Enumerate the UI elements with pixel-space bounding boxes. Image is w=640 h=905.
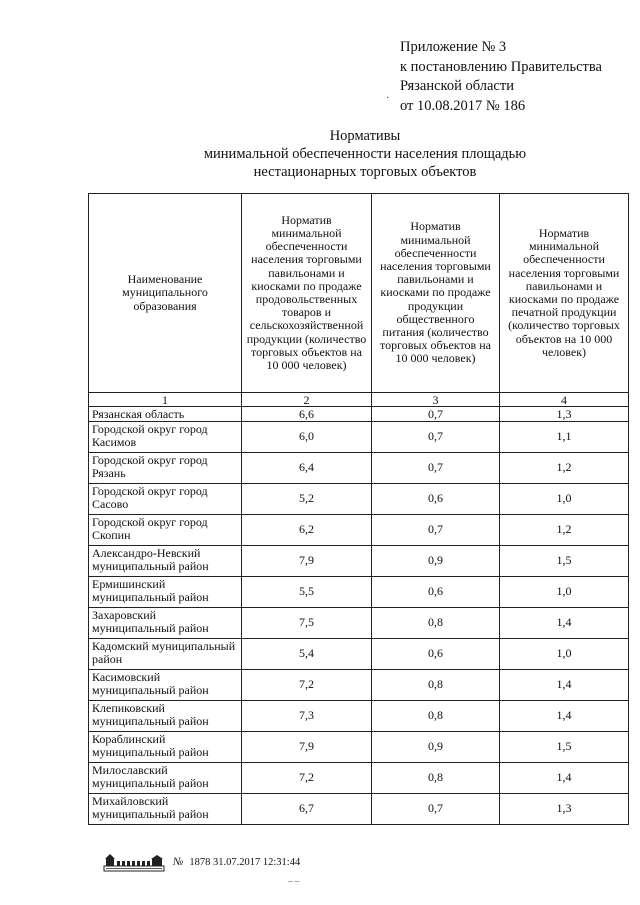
header-print-norm: Норматив минимальной обеспеченности населения торговыми павильонами и киосками по продаже печатной продукции (количество торговых объектов на 10 000 человек) [500, 194, 629, 393]
print-norm-value: 1,4 [500, 763, 629, 794]
document-footer [103, 852, 300, 872]
registry-logo-icon [103, 852, 165, 872]
column-number: 4 [500, 393, 629, 407]
food-norm-value: 6,2 [242, 515, 372, 546]
municipality-name: Ермишинский муниципальный район [89, 577, 242, 608]
food-norm-value: 7,5 [242, 608, 372, 639]
food-norm-value: 6,6 [242, 407, 372, 422]
municipality-name: Рязанская область [89, 407, 242, 422]
print-norm-value: 1,3 [500, 794, 629, 825]
table-row [89, 407, 629, 422]
catering-norm-value: 0,8 [372, 701, 500, 732]
table-row [89, 794, 629, 825]
appendix-decree-ref: к постановлению Правительства [400, 58, 602, 75]
food-norm-value: 6,4 [242, 453, 372, 484]
print-norm-value: 1,2 [500, 515, 629, 546]
table-row [89, 546, 629, 577]
print-norm-value: 1,1 [500, 422, 629, 453]
print-norm-value: 1,2 [500, 453, 629, 484]
municipality-name: Кораблинский муниципальный район [89, 732, 242, 763]
appendix-title: Приложение № 3 [400, 39, 507, 55]
municipality-name: Захаровский муниципальный район [89, 608, 242, 639]
heading-title: Нормативы [329, 128, 401, 144]
header-row [89, 194, 629, 393]
heading-subtitle-2: нестационарных торговых объектов [253, 164, 477, 180]
table-row [89, 422, 629, 453]
table-row [89, 453, 629, 484]
print-norm-value: 1,0 [500, 484, 629, 515]
print-norm-value: 1,0 [500, 577, 629, 608]
column-number: 3 [372, 393, 500, 407]
municipality-name: Городской округ город Скопин [89, 515, 242, 546]
municipality-name: Городской округ город Сасово [89, 484, 242, 515]
catering-norm-value: 0,9 [372, 546, 500, 577]
food-norm-value: 5,2 [242, 484, 372, 515]
table-row [89, 577, 629, 608]
table-row [89, 484, 629, 515]
catering-norm-value: 0,8 [372, 670, 500, 701]
municipality-name: Касимовский муниципальный район [89, 670, 242, 701]
municipality-name: Александро-Невский муниципальный район [89, 546, 242, 577]
catering-norm-value: 0,7 [372, 407, 500, 422]
table-row [89, 763, 629, 794]
print-norm-value: 1,4 [500, 670, 629, 701]
header-catering-norm: Норматив минимальной обеспеченности населения торговыми павильонами и киосками по продаже продукции общественного питания (количество торговых объектов на 10 000 человек) [372, 194, 500, 393]
print-norm-value: 1,0 [500, 639, 629, 670]
appendix-region: Рязанской области [400, 78, 514, 94]
print-norm-value: 1,4 [500, 608, 629, 639]
municipality-name: Клепиковский муниципальный район [89, 701, 242, 732]
heading-subtitle-1: минимальной обеспеченности населения площадью [203, 146, 527, 162]
food-norm-value: 7,9 [242, 732, 372, 763]
catering-norm-value: 0,7 [372, 515, 500, 546]
municipality-name: Городской округ город Рязань [89, 453, 242, 484]
catering-norm-value: 0,6 [372, 577, 500, 608]
footer-number-sign: № [173, 856, 184, 868]
footer-registration-text: 1878 31.07.2017 12:31:44 [189, 856, 301, 868]
food-norm-value: 7,2 [242, 670, 372, 701]
column-number: 1 [89, 393, 242, 407]
catering-norm-value: 0,7 [372, 422, 500, 453]
catering-norm-value: 0,6 [372, 639, 500, 670]
column-number: 2 [242, 393, 372, 407]
food-norm-value: 7,9 [242, 546, 372, 577]
table-row [89, 670, 629, 701]
food-norm-value: 6,7 [242, 794, 372, 825]
column-number-row [89, 393, 629, 407]
header-food-norm: Норматив минимальной обеспеченности населения торговыми павильонами и киосками по продаже продовольственных товаров и сельскохозяйственной продукции (количество торговых объектов на 10 000 человек) [242, 194, 372, 393]
print-norm-value: 1,3 [500, 407, 629, 422]
document-heading [150, 127, 580, 181]
catering-norm-value: 0,7 [372, 794, 500, 825]
food-norm-value: 7,2 [242, 763, 372, 794]
catering-norm-value: 0,8 [372, 763, 500, 794]
catering-norm-value: 0,6 [372, 484, 500, 515]
municipality-name: Кадомский муниципальный район [89, 639, 242, 670]
header-municipality: Наименование муниципального образования [89, 194, 242, 393]
table-row [89, 608, 629, 639]
food-norm-value: 5,5 [242, 577, 372, 608]
municipality-name: Михайловский муниципальный район [89, 794, 242, 825]
municipality-name: Городской округ город Касимов [89, 422, 242, 453]
catering-norm-value: 0,7 [372, 453, 500, 484]
table-row [89, 701, 629, 732]
scan-speck: · [386, 93, 390, 104]
food-norm-value: 7,3 [242, 701, 372, 732]
print-norm-value: 1,4 [500, 701, 629, 732]
table-row [89, 515, 629, 546]
appendix-date-number: от 10.08.2017 № 186 [400, 97, 526, 114]
print-norm-value: 1,5 [500, 546, 629, 577]
catering-norm-value: 0,9 [372, 732, 500, 763]
table-row [89, 639, 629, 670]
food-norm-value: 5,4 [242, 639, 372, 670]
food-norm-value: 6,0 [242, 422, 372, 453]
catering-norm-value: 0,8 [372, 608, 500, 639]
table-row [89, 732, 629, 763]
appendix-block [400, 38, 635, 116]
print-norm-value: 1,5 [500, 732, 629, 763]
municipality-name: Милославский муниципальный район [89, 763, 242, 794]
scan-marks: – – [288, 876, 300, 886]
norms-table [88, 193, 629, 825]
